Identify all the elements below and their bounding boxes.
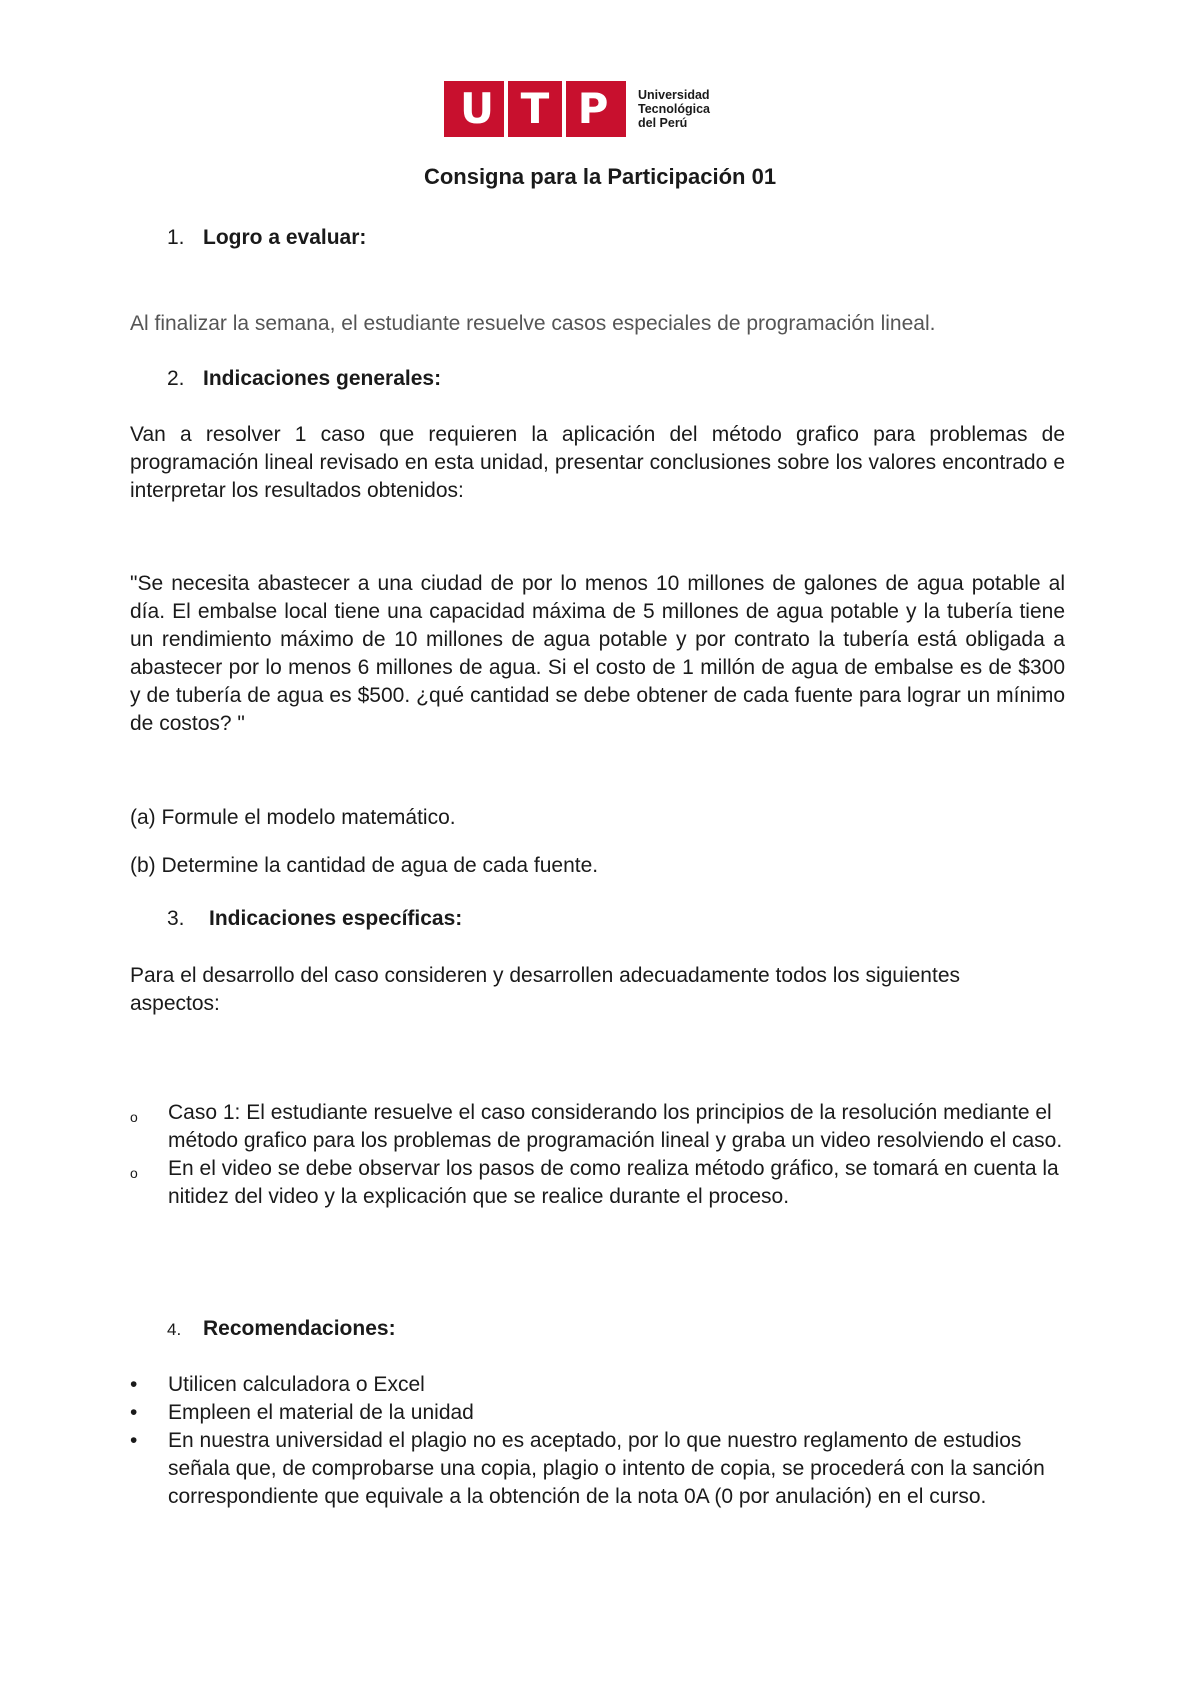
section-title: Indicaciones generales: (203, 367, 442, 390)
bullet-icon: • (130, 1429, 138, 1452)
section-number: 3. (167, 907, 185, 930)
section-number: 4. (167, 1320, 182, 1339)
section-heading-indicaciones-generales (167, 367, 441, 391)
section-heading-logro (167, 226, 366, 250)
page-title: Consigna para la Participación 01 (423, 164, 777, 189)
logo-letter-u: U (459, 84, 495, 133)
list-item-text: Empleen el material de la unidad (168, 1401, 474, 1424)
section-heading-indicaciones-especificas (167, 907, 462, 931)
list-item-text: En nuestra universidad el plagio no es aceptado, por lo que nuestro reglamento de estudios señala que, de comprobarse una copia, plagio o intento de copia, se procederá con la sanción correspondiente que equivale a la obtención de la nota 0A (0 por anulación) en el curso. (168, 1429, 1045, 1508)
logo-letter-p: P (577, 84, 609, 133)
list-item (130, 1155, 1065, 1211)
logo-line: Universidad (638, 88, 710, 102)
bullet-icon: • (130, 1401, 138, 1424)
circle-bullet-icon: o (130, 1109, 138, 1125)
recommendations-list (130, 1371, 1065, 1511)
section-title: Logro a evaluar: (203, 226, 367, 249)
item-b: (b) Determine la cantidad de agua de cada fuente. (130, 854, 599, 877)
section-title: Indicaciones específicas: (209, 907, 463, 930)
list-item-text: En el video se debe observar los pasos de como realiza método gráfico, se tomará en cuenta la nitidez del video y la explicación que se realice durante el proceso. (168, 1157, 1059, 1208)
section-heading-recomendaciones (167, 1317, 396, 1341)
logo-letter-t: T (520, 84, 550, 133)
list-item (130, 1427, 1065, 1511)
logo-line: Tecnológica (638, 102, 711, 116)
list-item (130, 1371, 1065, 1399)
logro-text: Al finalizar la semana, el estudiante resuelve casos especiales de programación lineal. (130, 312, 936, 335)
list-item (130, 1399, 1065, 1427)
problem-statement: "Se necesita abastecer a una ciudad de por lo menos 10 millones de galones de agua potable al día. El embalse local tiene una capacidad máxima de 5 millones de agua potable y la tubería tiene un rendimiento máximo de 10 millones de agua potable y por contrato la tubería está obligada a abastecer por lo menos 6 millones de agua. Si el costo de 1 millón de agua de embalse es de $300 y de tubería de agua es $500. ¿qué cantidad se debe obtener de cada fuente para lograr un mínimo de costos? " (130, 572, 1065, 735)
utp-logo (444, 81, 710, 137)
indicaciones-generales-text: Van a resolver 1 caso que requieren la aplicación del método grafico para problemas de programación lineal revisado en esta unidad, presentar conclusiones sobre los valores encontrado e interpretar los resultados obtenidos: (130, 423, 1065, 502)
section-number: 1. (167, 226, 185, 249)
section-title: Recomendaciones: (203, 1317, 396, 1340)
circle-bullet-icon: o (130, 1165, 138, 1181)
logo-line: del Perú (638, 116, 688, 130)
logo-wordmark (638, 88, 710, 130)
list-item-text: Caso 1: El estudiante resuelve el caso considerando los principios de la resolución mediante el método grafico para los problemas de programación lineal y graba un video resolviendo el caso. (168, 1101, 1063, 1152)
list-item-text: Utilicen calculadora o Excel (168, 1373, 425, 1396)
item-a: (a) Formule el modelo matemático. (130, 806, 456, 829)
aspects-list (130, 1099, 1065, 1211)
list-item (130, 1099, 1065, 1155)
bullet-icon: • (130, 1373, 138, 1396)
indicaciones-especificas-text: Para el desarrollo del caso consideren y desarrollen adecuadamente todos los siguientes aspectos: (130, 964, 961, 1015)
section-number: 2. (167, 367, 185, 390)
logo-mark (444, 81, 626, 137)
